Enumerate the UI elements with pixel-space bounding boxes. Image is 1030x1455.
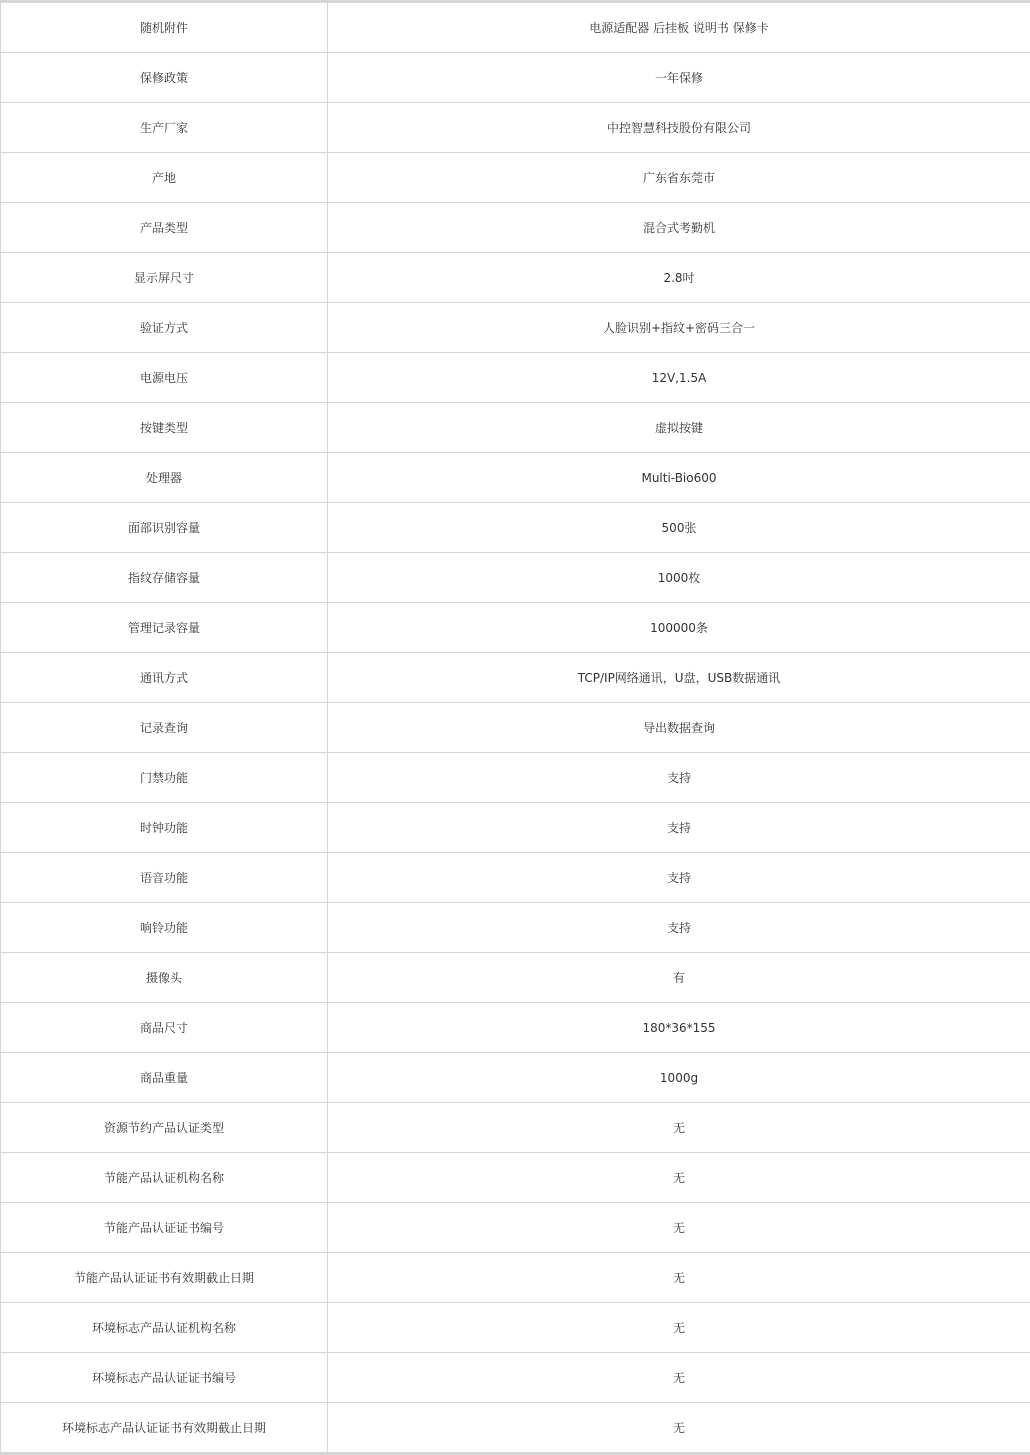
spec-name-cell: 商品重量: [1, 1053, 328, 1103]
spec-value-cell: 支持: [328, 803, 1030, 853]
spec-value-cell: 100000条: [328, 603, 1030, 653]
table-row: [1, 403, 1030, 453]
spec-name-cell: 节能产品认证机构名称: [1, 1153, 328, 1203]
spec-name-cell: 环境标志产品认证证书编号: [1, 1353, 328, 1403]
spec-name-cell: 摄像头: [1, 953, 328, 1003]
table-row: [1, 2, 1030, 53]
spec-value-cell: 支持: [328, 903, 1030, 953]
spec-name-cell: 语音功能: [1, 853, 328, 903]
spec-name-cell: 记录查询: [1, 703, 328, 753]
spec-value-cell: 混合式考勤机: [328, 203, 1030, 253]
spec-value-cell: TCP/IP网络通讯，U盘，USB数据通讯: [328, 653, 1030, 703]
spec-name-cell: 随机附件: [1, 2, 328, 53]
spec-value-cell: 180*36*155: [328, 1003, 1030, 1053]
spec-name-cell: 环境标志产品认证证书有效期截止日期: [1, 1403, 328, 1454]
table-row: [1, 953, 1030, 1003]
spec-name-cell: 面部识别容量: [1, 503, 328, 553]
spec-value-cell: 无: [328, 1303, 1030, 1353]
spec-value-cell: 无: [328, 1253, 1030, 1303]
table-row: [1, 903, 1030, 953]
table-row: [1, 103, 1030, 153]
table-row: [1, 1253, 1030, 1303]
spec-name-cell: 响铃功能: [1, 903, 328, 953]
spec-name-cell: 商品尺寸: [1, 1003, 328, 1053]
spec-value-cell: Multi-Bio600: [328, 453, 1030, 503]
table-row: [1, 803, 1030, 853]
spec-name-cell: 节能产品认证证书有效期截止日期: [1, 1253, 328, 1303]
table-row: [1, 1203, 1030, 1253]
spec-value-cell: 无: [328, 1203, 1030, 1253]
spec-table-body: [1, 2, 1030, 1454]
spec-value-cell: 支持: [328, 753, 1030, 803]
spec-value-cell: 12V,1.5A: [328, 353, 1030, 403]
spec-value-cell: 虚拟按键: [328, 403, 1030, 453]
table-row: [1, 353, 1030, 403]
table-row: [1, 1403, 1030, 1454]
table-row: [1, 853, 1030, 903]
spec-value-cell: 广东省东莞市: [328, 153, 1030, 203]
table-row: [1, 1303, 1030, 1353]
table-row: [1, 53, 1030, 103]
spec-name-cell: 保修政策: [1, 53, 328, 103]
spec-value-cell: 支持: [328, 853, 1030, 903]
spec-name-cell: 节能产品认证证书编号: [1, 1203, 328, 1253]
table-row: [1, 703, 1030, 753]
spec-name-cell: 指纹存储容量: [1, 553, 328, 603]
spec-name-cell: 生产厂家: [1, 103, 328, 153]
spec-value-cell: 无: [328, 1153, 1030, 1203]
spec-name-cell: 按键类型: [1, 403, 328, 453]
spec-name-cell: 显示屏尺寸: [1, 253, 328, 303]
table-row: [1, 753, 1030, 803]
spec-value-cell: 导出数据查询: [328, 703, 1030, 753]
spec-value-cell: 电源适配器 后挂板 说明书 保修卡: [328, 2, 1030, 53]
table-row: [1, 1003, 1030, 1053]
spec-name-cell: 处理器: [1, 453, 328, 503]
spec-value-cell: 一年保修: [328, 53, 1030, 103]
table-row: [1, 1103, 1030, 1153]
table-row: [1, 603, 1030, 653]
table-row: [1, 1353, 1030, 1403]
table-row: [1, 1153, 1030, 1203]
spec-name-cell: 产品类型: [1, 203, 328, 253]
spec-value-cell: 500张: [328, 503, 1030, 553]
spec-name-cell: 通讯方式: [1, 653, 328, 703]
spec-value-cell: 中控智慧科技股份有限公司: [328, 103, 1030, 153]
spec-value-cell: 1000枚: [328, 553, 1030, 603]
table-row: [1, 553, 1030, 603]
table-row: [1, 253, 1030, 303]
spec-value-cell: 无: [328, 1103, 1030, 1153]
spec-value-cell: 人脸识别+指纹+密码三合一: [328, 303, 1030, 353]
table-row: [1, 653, 1030, 703]
spec-value-cell: 1000g: [328, 1053, 1030, 1103]
spec-name-cell: 时钟功能: [1, 803, 328, 853]
table-row: [1, 153, 1030, 203]
spec-value-cell: 无: [328, 1353, 1030, 1403]
spec-name-cell: 产地: [1, 153, 328, 203]
table-row: [1, 503, 1030, 553]
spec-value-cell: 2.8吋: [328, 253, 1030, 303]
spec-value-cell: 无: [328, 1403, 1030, 1454]
spec-value-cell: 有: [328, 953, 1030, 1003]
table-row: [1, 1053, 1030, 1103]
spec-name-cell: 门禁功能: [1, 753, 328, 803]
spec-name-cell: 管理记录容量: [1, 603, 328, 653]
table-row: [1, 303, 1030, 353]
spec-name-cell: 环境标志产品认证机构名称: [1, 1303, 328, 1353]
spec-name-cell: 验证方式: [1, 303, 328, 353]
spec-name-cell: 电源电压: [1, 353, 328, 403]
spec-name-cell: 资源节约产品认证类型: [1, 1103, 328, 1153]
table-row: [1, 453, 1030, 503]
table-row: [1, 203, 1030, 253]
